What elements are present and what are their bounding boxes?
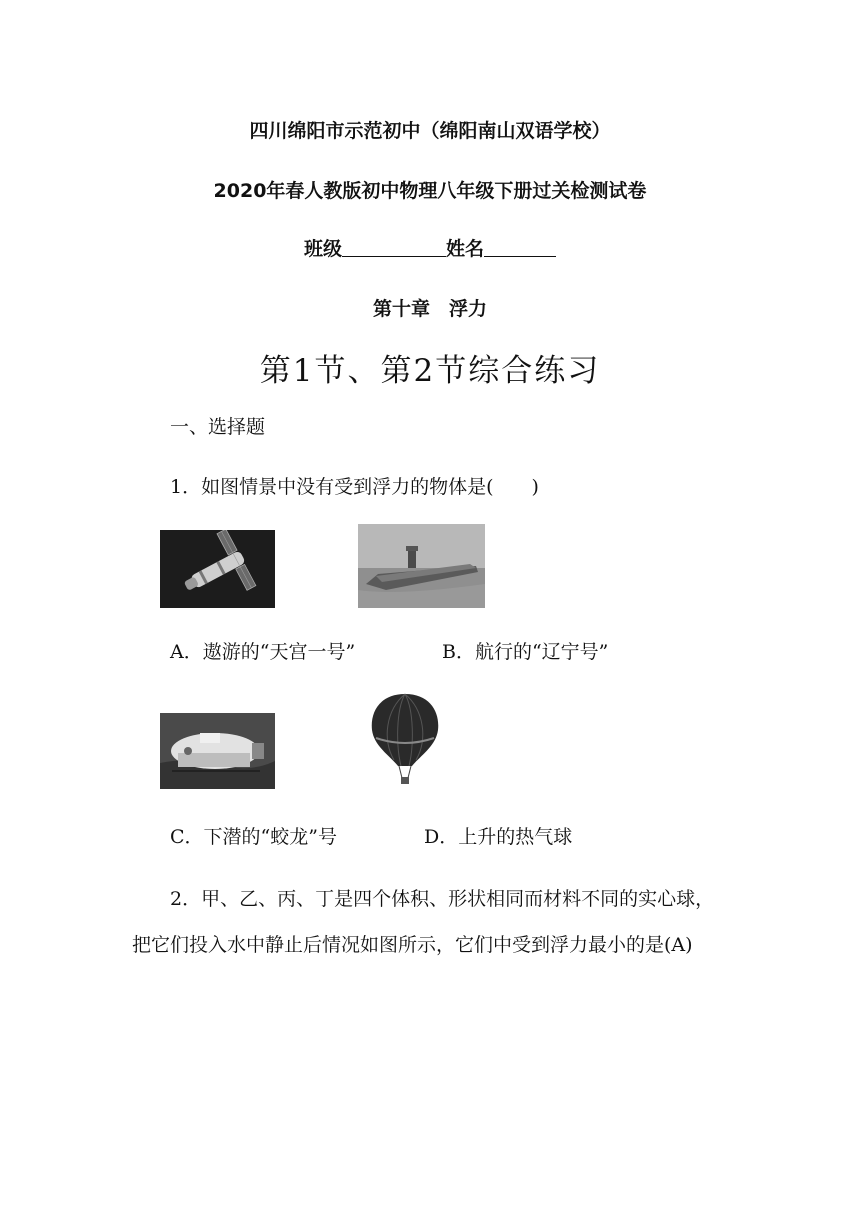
exam-title: 2020年春人教版初中物理八年级下册过关检测试卷 xyxy=(213,180,647,202)
question-2-line-2: 把它们投入水中静止后情况如图所示，它们中受到浮力最小的是(A) xyxy=(132,934,693,956)
submersible-image xyxy=(160,713,275,789)
school-name: 四川绵阳市示范初中（绵阳南山双语学校） xyxy=(249,120,611,142)
question-number: 2． xyxy=(170,888,202,910)
aircraft-carrier-image xyxy=(358,524,485,608)
option-text: 遨游的“天宫一号” xyxy=(202,641,356,663)
option-d[interactable] xyxy=(424,822,572,849)
option-label: A． xyxy=(170,641,203,663)
section-heading: 一、选择题 xyxy=(170,416,266,438)
section-title: 第1节、第2节综合练习 xyxy=(259,353,601,389)
question-stem: 如图情景中没有受到浮力的物体是( ) xyxy=(201,476,539,498)
hot-air-balloon-image xyxy=(368,690,442,790)
option-b[interactable] xyxy=(442,637,608,664)
question-1 xyxy=(170,472,539,499)
class-blank[interactable] xyxy=(342,238,446,257)
question-number: 1． xyxy=(170,476,202,498)
question-stem-line-1: 甲、乙、丙、丁是四个体积、形状相同而材料不同的实心球， xyxy=(201,888,715,910)
option-text: 航行的“辽宁号” xyxy=(474,641,609,663)
option-label: C． xyxy=(170,826,204,848)
class-label: 班级 xyxy=(303,238,342,260)
option-c[interactable] xyxy=(170,822,337,849)
option-text: 下潜的“蛟龙”号 xyxy=(203,826,337,848)
option-label: D． xyxy=(424,826,459,848)
class-name-line xyxy=(0,234,860,261)
name-blank[interactable] xyxy=(484,238,556,257)
chapter-title: 第十章 浮力 xyxy=(372,298,487,320)
option-label: B． xyxy=(442,641,475,663)
question-2 xyxy=(170,884,714,911)
option-text: 上升的热气球 xyxy=(458,826,573,848)
space-station-image xyxy=(160,530,275,608)
name-label: 姓名 xyxy=(446,238,485,260)
option-a[interactable] xyxy=(170,637,355,664)
